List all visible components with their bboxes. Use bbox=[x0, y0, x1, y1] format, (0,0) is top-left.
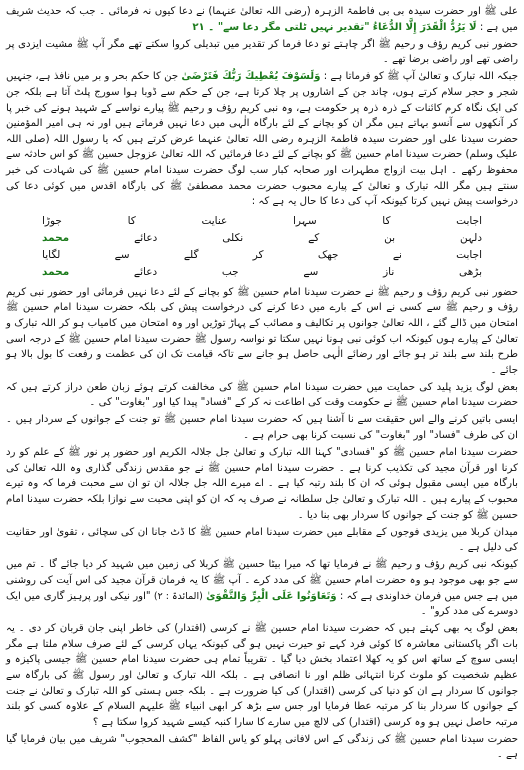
poem-word: گلے bbox=[183, 248, 199, 261]
poem-line bbox=[42, 230, 482, 247]
paragraph-imtihan: حضور نبی کریم رؤف و رحیم ﷺ نے حضرت سیدنا امام حسین ﷺ کو بچانے کے لئے دعا نہیں فرمائی اور حضور نبی کریم رؤف و رحیم ﷺ سے کسی نے اس کے بارے میں دعا کرنے کی درخواست پیش کی بلکہ حضرت سیدنا امام حسین ﷺ امتحان میں ڈالے گئے ، اللہ تعالیٰ جوانوں پر تکالیف و مصائب کے پہاڑ توڑیں اور وہ امتحان میں کامیاب ہو کر اللہ تبارک و تعالیٰ کے پیارے ہوں کیونکہ اب کوئی نبی ہونا نہیں سکتا تو نواسہ رسول ﷺ حضرت سیدنا امام حسین ﷺ کے درجہ اسی طرح بلند سے بلند تر ہو جائے اور رضائے الٰہی حاصل ہو جانے سے تاکہ قیامت تک ان کی عظمت و رفعت کا بول بالا ہو جائے ۔ bbox=[6, 286, 518, 376]
poem-word: بڑھی bbox=[458, 265, 482, 278]
poem-word: سہرا bbox=[292, 214, 317, 227]
poem-word: بن bbox=[384, 231, 396, 244]
poem-word: سے bbox=[303, 265, 319, 278]
poem-word: نے bbox=[392, 248, 402, 261]
poem-word: کے bbox=[308, 231, 320, 244]
poem-line bbox=[42, 264, 482, 281]
poem-word: کا bbox=[382, 214, 391, 227]
quran-verse-arabic: وَلَسَوْفَ يُعْطِيكَ رَبُّكَ فَتَرْضَىٰ bbox=[181, 71, 321, 83]
poem-word: اجابت bbox=[456, 214, 482, 227]
paragraph-jannat-sardar: ایسی باتیں کرنے والے اس حقیقت سے نا آشنا ہیں کہ حضرت سیدنا امام حسین ﷺ تو جنت کے جوانوں کے سردار ہیں ۔ ان کی طرف "فساد" اور "بغاوت" کی نسبت کرنا بھی حرام ہے ۔ bbox=[6, 414, 518, 442]
paragraph-yazid-supporters: بعض لوگ یزید پلید کی حمایت میں حضرت سیدنا امام حسین ﷺ کی مخالفت کرتے ہوئے زبان طعن دراز کرتے ہیں کہ حضرت سیدنا امام حسین ﷺ نے حکومت وقت کی اطاعت نہ کر کے "فساد" پیدا کیا اور "بغاوت" کی ۔ bbox=[6, 381, 518, 409]
paragraph-karbala: میدان کربلا میں یزیدی فوجوں کے مقابلے میں حضرت سیدنا امام حسین ﷺ کا ڈٹ جانا ان کی سچائی ، تقویٰ اور حقانیت کی دلیل ہے ۔ bbox=[6, 526, 518, 554]
paragraph-taawun bbox=[6, 557, 518, 619]
paragraph-text: علی ﷺ اور حضرت سیدہ بی بی فاطمۃ الزہرہ (رضی اللہ تعالیٰ عنہما) نے دعا کیوں نہ فرمائی ۔ جب کہ حدیث شریف میں ہے : bbox=[6, 6, 518, 33]
poem-word: عنایت bbox=[201, 214, 228, 227]
paragraph-kursi: بعض لوگ یہ بھی کہتے ہیں کہ حضرت سیدنا امام حسین ﷺ نے کرسی (اقتدار) کی خاطر اپنی جان قربان کر دی ۔ یہ بات اگر پاکستانی معاشرہ کا کوئی فرد کہے تو حیرت نہیں ہو گی کیونکہ یہاں کرسی کے لئے صرف سلام ملتا ہے مگر ایسی سوچ کے ساتھ اس کو یہ کھلا اعتماد بخش دیا گیا ۔ تقریباً تمام ہی حضرت سیدنا امام حسین ﷺ جیسی پاکیزہ و عظیم شخصیت کو ملوث کرنا انتہائی ظلم اور نا انصافی ہے ۔ بلکہ اللہ تبارک و تعالیٰ اور رسول ﷺ کی بارگاہ سے جوانوں کا سردار ہے ان کو دنیا کی کرسی (اقتدار) کی کیا ضرورت ہے ۔ بلکہ جس ہستی کو اللہ تبارک و تعالیٰ نے جنت کے جوانوں کا سردار بنا کر مرتبہ عطا فرمایا اور جس سے بڑھ کر ابھی انبیاء ﷺ علیہم السلام کے علاوہ کسی کو بلند مرتبہ حاصل نہیں ہو وہ کرسی (اقتدار) کی لالچ میں سارے کا سارا کنبہ کیسے شہید کروا سکتا ہے ؟ bbox=[6, 623, 518, 728]
paragraph-wa-lasawfa bbox=[6, 69, 518, 209]
poem-block bbox=[42, 213, 482, 281]
verse-translation: "اور نیکی اور پرہیز گاری میں ایک دوسرے کی مدد کرو" ۔ bbox=[6, 590, 518, 618]
hadith-translation: "تقدیر نہیں ٹلتی مگر دعا سے" ۔ ۲۱ bbox=[192, 21, 370, 33]
hadith-quote-arabic: لَا يَرُدُّ الْقَدَرَ إِلَّا الدُّعَاءُ bbox=[372, 21, 477, 33]
poem-word: دعائے bbox=[133, 265, 158, 278]
paragraph-fasadi-claim: حضرت سیدنا امام حسین ﷺ کو "فسادی" کہنا اللہ تبارک و تعالیٰ جل جلالہ الکریم اور حضور پر نور ﷺ کے علم کو رد کرنا اور قرآن مجید کی تکذیب کرنا ہے ۔ حضرت سیدنا امام حسین ﷺ نے جو مقدس زندگی گذاری وہ اللہ تعالیٰ کی بارگاہ میں ایسی مقبول ہوئی کہ ان کا بلند رتبہ کیا ہے ۔ اے میرے اللہ جل جلالہ ان تو ان سے محبت فرما کہ وہ تیرے محبوب کے پیارے ہیں ۔ اللہ تبارک و تعالیٰ جل سلطانہ نے صرف یہ کہ ان کو اپنی محبت سے نوازا بلکہ حضرت سیدنا امام حسین ﷺ کو جنت کے جوانوں کا سردار بھی بنا دیا ۔ bbox=[6, 447, 518, 521]
poem-word: دلہن bbox=[459, 231, 482, 244]
paragraph-kashf-al-mahjub: حضرت سیدنا امام حسین ﷺ کی زندگی کے اس لافانی پہلو کو یاس الفاظ "کشف المحجوب" شریف میں بیان فرمایا گیا ہے ۔ bbox=[6, 733, 518, 761]
poem-word: سے bbox=[114, 248, 130, 261]
poem-word: کا bbox=[127, 214, 136, 227]
poem-word: جب bbox=[221, 265, 239, 278]
paragraph-dua-question bbox=[6, 4, 518, 35]
poem-word: محمد bbox=[42, 231, 70, 244]
paragraph-raazi-ba-raza: حضور نبی کریم رؤف و رحیم ﷺ اگر چاہتے تو دعا فرما کر تقدیر میں تبدیلی کروا سکتے تھے مگر آپ ﷺ مشیت ایزدی پر راضی تھے اور راضی برضا تھے ۔ bbox=[6, 38, 518, 66]
poem-line bbox=[42, 247, 482, 264]
poem-word: محمد bbox=[42, 265, 70, 278]
poem-word: نکلی bbox=[222, 231, 244, 244]
poem-word: ناز bbox=[383, 265, 395, 278]
verse-reference: (المائدۃ : ۲) bbox=[153, 590, 203, 602]
poem-word: دعائے bbox=[134, 231, 158, 244]
poem-word: کر bbox=[252, 248, 264, 261]
paragraph-text: جبکہ اللہ تبارک و تعالیٰ آپ ﷺ کو فرماتا ہے : bbox=[323, 71, 518, 83]
paragraph-text: جن کا حکم بحر و بر میں نافذ ہے، جنہیں شجر و حجر سلام کرتے ہوں، چاند جن کے اشاروں پر چلا کرتا ہے، جن کے حکم سے ڈوبا ہوا سورج پلٹ آتا ہے بلکہ جن کی ایک نگاہ کرم کائنات کے ذرہ ذرہ پر حکومت ہے، وہ نبی کریم رؤف و رحیم ﷺ پیارے نواسے کے شہید ہونے کی خبر پا کر آنکھوں سے آنسو بہاتے ہیں مگر ان کو بچانے کے لئے بارگاہ الٰہی میں دعا نہیں فرماتے ہیں اور نہ ہی امیر المؤمنین حضرت سیدنا علی اور حضرت سیدہ فاطمۃ الزہرہ رضی اللہ تعالیٰ عنہما عرض کرتے ہیں کہ یا رسول اللہ (صلی اللہ علیک وسلم) حضرت سیدنا امام حسین ﷺ کو بچانے کے لئے دعا فرمائیں کہ اللہ تعالیٰ عزوجل حسین ﷺ کو اس حادثہ سے محفوظ رکھے ۔ اہل بیت ازواج مطہرات اور صحابہ کبار سب لوگ حضرت سیدنا امام حسین ﷺ کی شہادت کی خبر سنتے ہیں مگر اللہ تبارک و تعالیٰ کے پیارے محبوب حضرت محمد مصطفیٰ ﷺ کی بارگاہ اقدس میں کوئی دعا کی درخواست پیش نہیں کرتا کیونکہ آپ کی دعا کا حال یہ ہے کہ : bbox=[6, 71, 518, 208]
paragraph-text: کیونکہ نبی کریم رؤف و رحیم ﷺ نے فرمایا تھا کہ میرا بیٹا حسین ﷺ کربلا کی زمین میں شہید کر دیا جائے گا ۔ تم میں سے جو بھی موجود ہو وہ حضرت امام حسین ﷺ کی مدد کرے ۔ آپ ﷺ کا یہ فرمان قرآن مجید کی اس آیت کی روشنی میں ہے جس میں فرمان خداوندی ہے کہ : bbox=[6, 559, 518, 602]
poem-word: اجابت bbox=[456, 248, 482, 261]
poem-line bbox=[42, 213, 482, 230]
poem-word: جھک bbox=[317, 248, 339, 261]
quran-verse-arabic: وَتَعَاوَنُوا عَلَى الْبِرِّ وَالتَّقْوَىٰ bbox=[206, 590, 337, 602]
poem-word: لگایا bbox=[42, 248, 61, 261]
poem-word: جوڑا bbox=[42, 214, 62, 227]
